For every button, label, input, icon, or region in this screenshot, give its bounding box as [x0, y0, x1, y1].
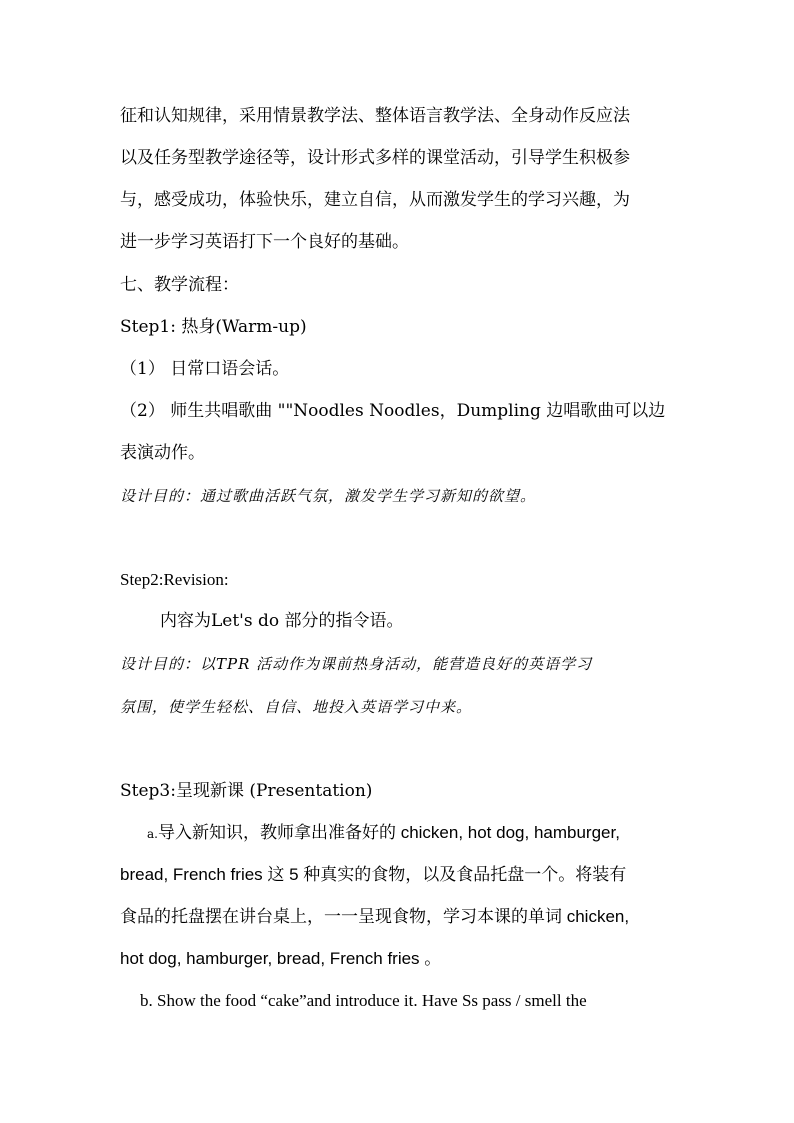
intro-line-1: 征和认知规律，采用情景教学法、整体语言教学法、全身动作反应法	[120, 106, 630, 126]
intro-line-4: 进一步学习英语打下一个良好的基础。	[120, 232, 409, 252]
step3-title: Step3:呈现新课 (Presentation)	[120, 781, 373, 801]
section-heading: 七、教学流程：	[120, 275, 239, 295]
step1-purpose: 设计目的：通过歌曲活跃气氛，激发学生学习新知的欲望。	[120, 487, 537, 505]
step3-a-line-1-text: 导入新知识，教师拿出准备好的 chicken, hot dog, hamburger,	[157, 823, 620, 842]
step1-item-1: （1） 日常口语会话。	[120, 359, 290, 379]
step2-purpose-line-2: 氛围，使学生轻松、自信、地投入英语学习中来。	[120, 698, 473, 716]
step3-a-marker: a.	[147, 827, 158, 841]
step1-item-2-line-1: （2） 师生共唱歌曲 ""Noodles Noodles，Dumpling 边唱歌曲可以边	[120, 401, 666, 421]
step3-a-line-2: bread, French fries 这 5 种真实的食物，以及食品托盘一个。将装有	[120, 865, 627, 884]
step3-a-line-4: hot dog, hamburger, bread, French fries 。	[120, 949, 442, 968]
step3-b-line-1: b. Show the food “cake”and introduce it. Have Ss pass / smell the	[140, 991, 587, 1010]
step1-title: Step1: 热身(Warm-up)	[120, 317, 307, 337]
step3-a-line-3: 食品的托盘摆在讲台桌上，一一呈现食物，学习本课的单词 chicken,	[120, 907, 630, 926]
step2-content: 内容为Let's do 部分的指令语。	[160, 611, 404, 631]
step1-item-2-line-2: 表演动作。	[120, 443, 205, 463]
step2-purpose-line-1: 设计目的：以TPR 活动作为课前热身活动，能营造良好的英语学习	[120, 655, 593, 673]
step3-a-line-1	[147, 822, 620, 845]
step2-title: Step2:Revision:	[120, 570, 229, 589]
intro-line-2: 以及任务型教学途径等，设计形式多样的课堂活动，引导学生积极参	[120, 148, 630, 168]
intro-line-3: 与，感受成功，体验快乐，建立自信，从而激发学生的学习兴趣，为	[120, 190, 630, 210]
